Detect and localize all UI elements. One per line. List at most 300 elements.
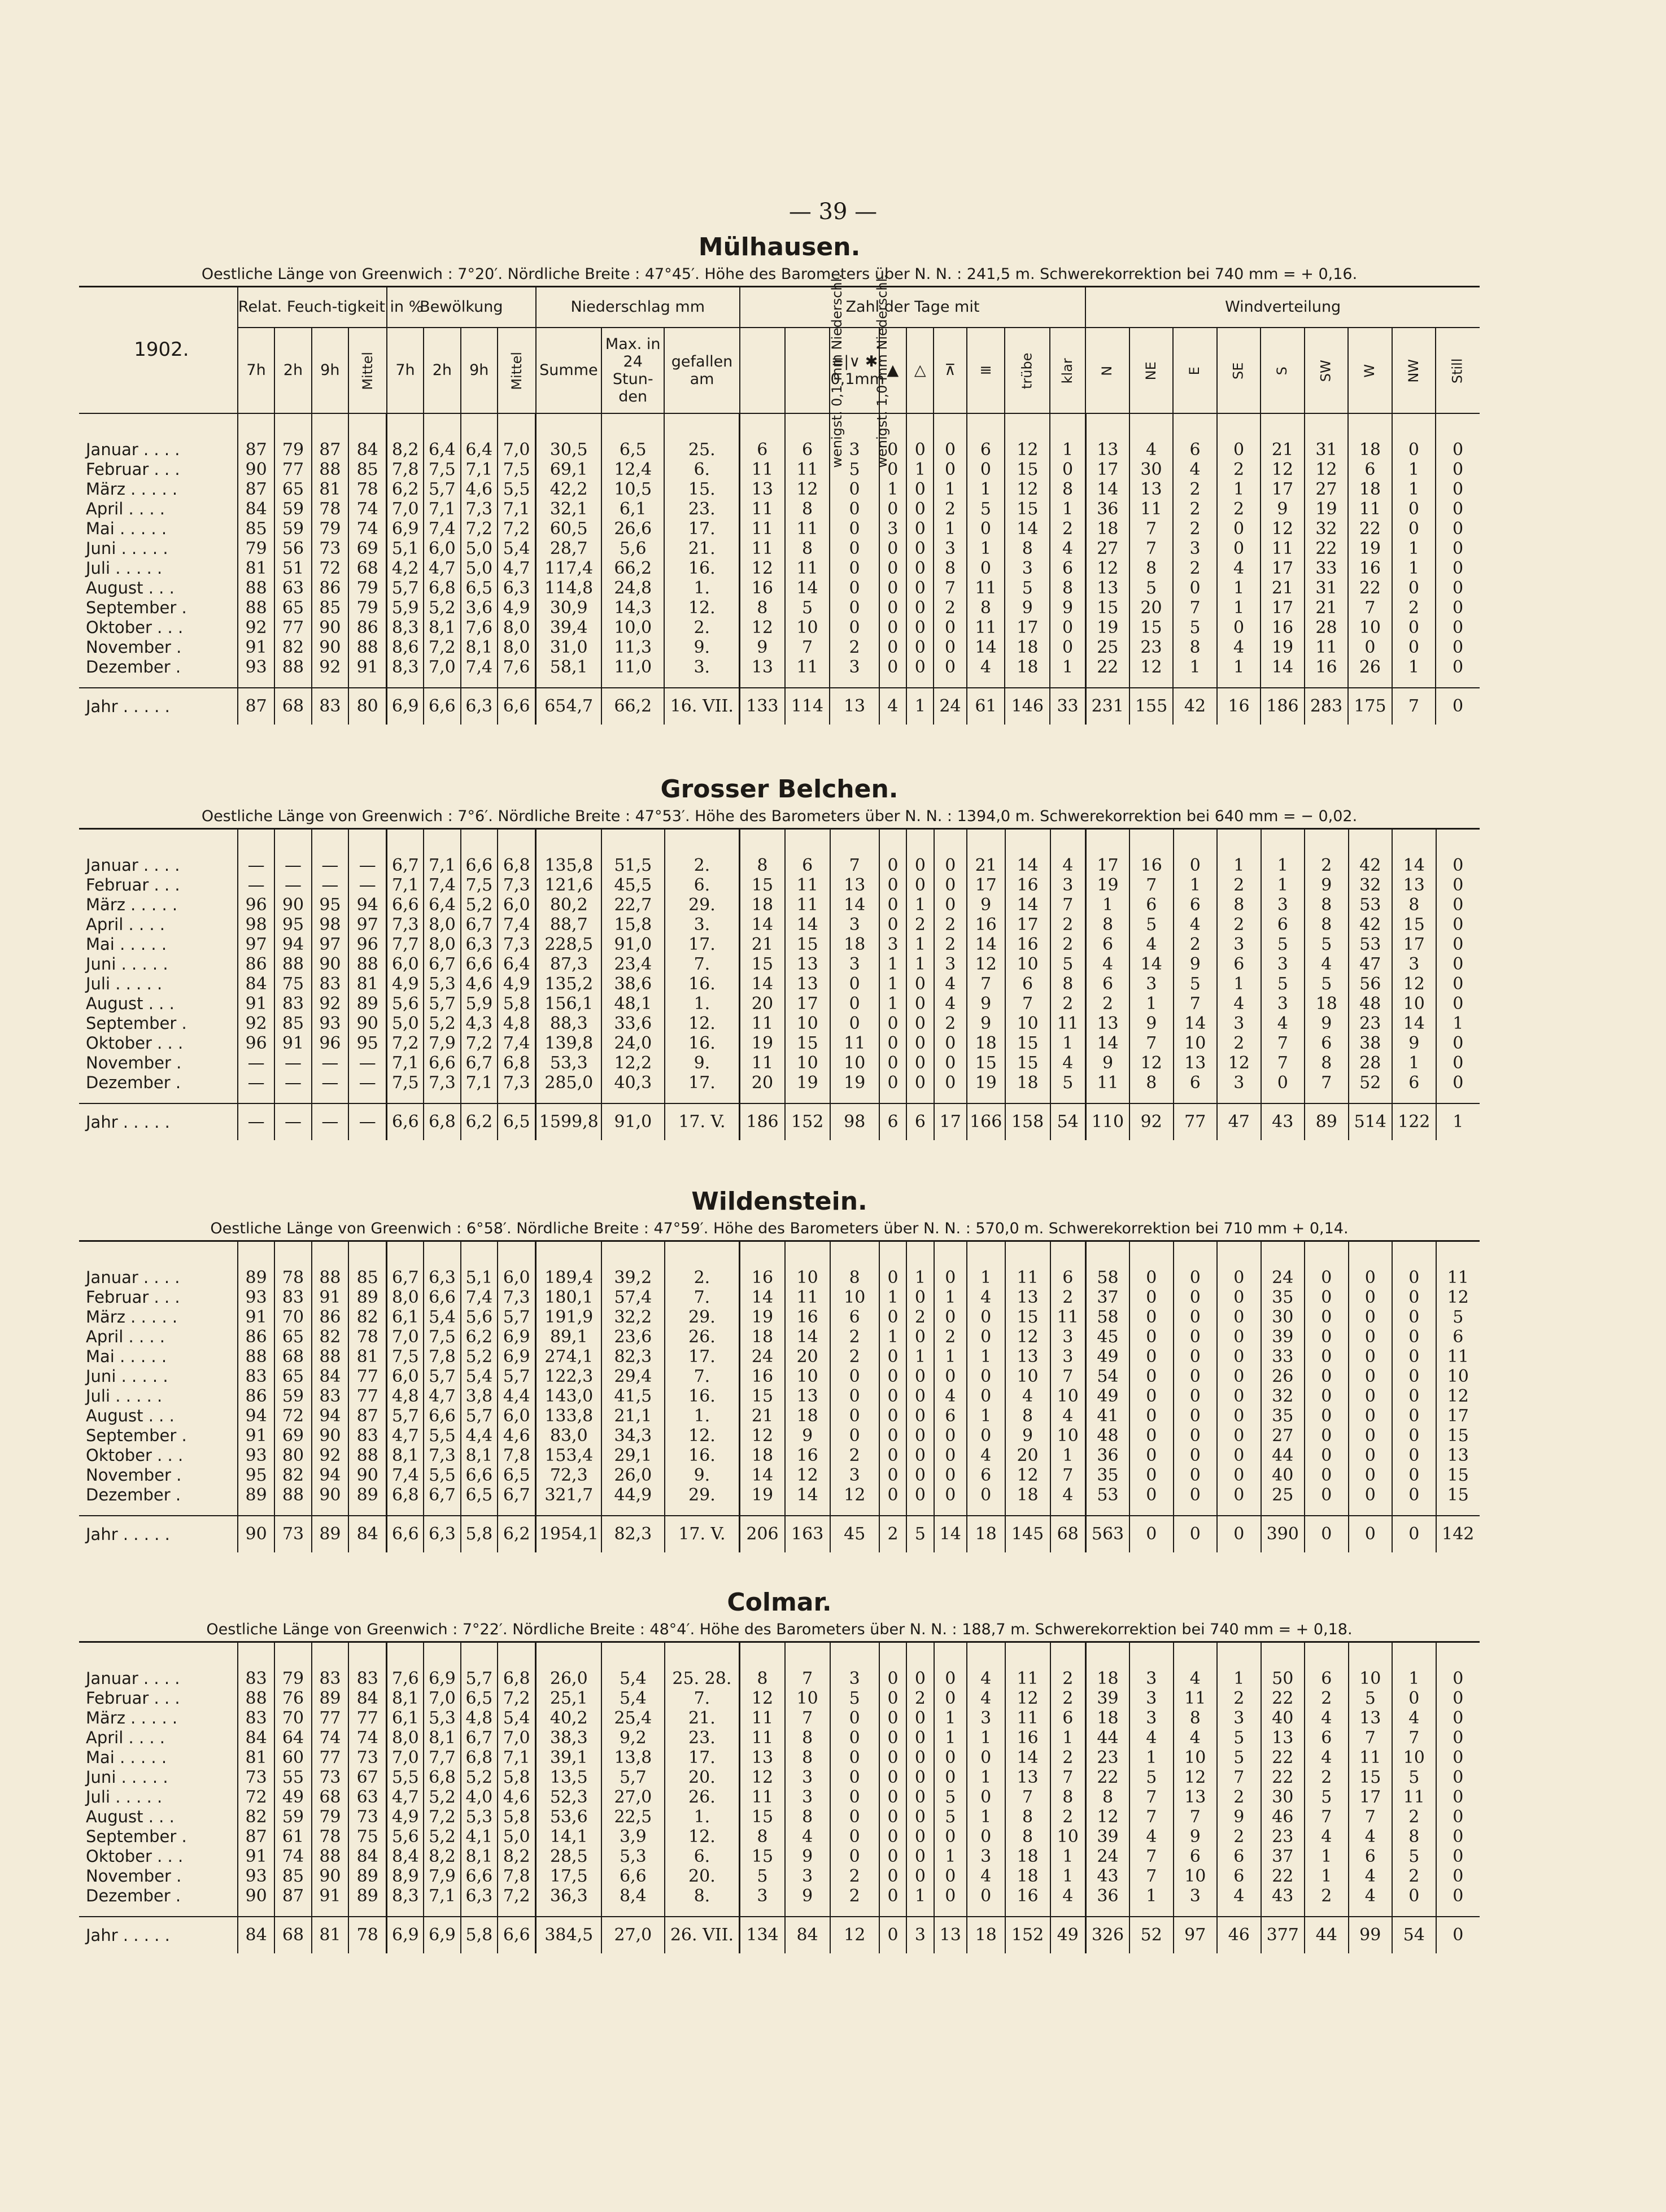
cell: 11 <box>967 618 1005 638</box>
cell: 12 <box>1217 1053 1261 1073</box>
cell: 0 <box>934 1485 967 1516</box>
month-label: September . <box>86 598 187 617</box>
cell: 2 <box>1050 994 1086 1014</box>
cell: 2 <box>1392 1807 1436 1827</box>
cell: 1 <box>906 460 934 479</box>
month-label: September . <box>86 1827 187 1846</box>
cell: 15 <box>740 875 785 895</box>
cell: 89 <box>348 1886 387 1917</box>
cell: 0 <box>830 519 879 539</box>
cell: 30 <box>1129 460 1173 479</box>
cell: 3,6 <box>461 598 498 618</box>
cell: 6,5 <box>601 413 664 460</box>
cell: 0 <box>906 1465 934 1485</box>
table-row <box>79 1748 1480 1768</box>
wind-distribution-header: Windverteilung <box>1085 287 1480 328</box>
cell: 0 <box>830 578 879 598</box>
cell: 0 <box>1305 1465 1349 1485</box>
cell: 8,4 <box>601 1886 664 1917</box>
cell: 0 <box>1436 1866 1480 1886</box>
cell: 5 <box>1217 1748 1261 1768</box>
cell: 4 <box>1349 1866 1393 1886</box>
cell: 0 <box>906 1426 934 1446</box>
cell: 7,2 <box>424 638 460 657</box>
cell: 12 <box>1436 1288 1480 1307</box>
cell: 6,8 <box>424 578 460 598</box>
cell: 0 <box>1436 1708 1480 1728</box>
cell: 1 <box>967 1347 1005 1367</box>
cell: 65 <box>274 479 311 499</box>
cell: 5,5 <box>387 1768 424 1787</box>
cell: 7,3 <box>461 499 498 519</box>
month-label: Juli . . . . . <box>86 559 163 578</box>
cell: 22 <box>1348 578 1392 598</box>
cell: 68 <box>274 1917 311 1953</box>
cell: 7 <box>1305 1073 1349 1103</box>
cell: 3 <box>1174 1886 1218 1917</box>
cell: 81 <box>238 559 274 578</box>
cell: 82,3 <box>601 1516 664 1552</box>
cell: 6,9 <box>498 1327 536 1347</box>
cell: 11 <box>740 1787 785 1807</box>
cell: 14 <box>1005 519 1050 539</box>
cell: 90 <box>312 954 348 974</box>
cell: 25,4 <box>601 1708 664 1728</box>
cell: 5,4 <box>498 1708 536 1728</box>
cell: 0 <box>1349 1465 1393 1485</box>
cell: 91 <box>238 1426 274 1446</box>
cell: 0 <box>879 1307 906 1327</box>
cell: 0 <box>906 1014 934 1033</box>
cell: 0 <box>934 1033 967 1053</box>
cell: 5,7 <box>424 1367 460 1386</box>
cell: 47 <box>1349 954 1393 974</box>
cell: 0 <box>1174 1465 1218 1485</box>
cell: 89 <box>1305 1103 1349 1140</box>
cell: 5 <box>1050 954 1086 974</box>
cell: 7,4 <box>424 875 460 895</box>
wind-dir-still: Still <box>1436 328 1480 413</box>
cell: 0 <box>1392 1465 1436 1485</box>
cell: 0 <box>934 618 966 638</box>
cell: 4 <box>1217 559 1261 578</box>
cell: 0 <box>967 1367 1005 1386</box>
cell: 53 <box>1349 935 1393 954</box>
cell: — <box>238 1053 274 1073</box>
cell: 38,3 <box>536 1728 601 1748</box>
cell: 6,0 <box>387 1367 424 1386</box>
cell: 0 <box>1349 1406 1393 1426</box>
cell: 84 <box>348 1689 387 1708</box>
cell: 1. <box>665 1406 740 1426</box>
station-block <box>79 1186 1480 1552</box>
cell: 5 <box>1392 1847 1436 1866</box>
cell: 6 <box>1392 1073 1436 1103</box>
cell: 0 <box>1436 539 1480 559</box>
cell: 6,4 <box>498 954 536 974</box>
cell: 11 <box>740 499 785 519</box>
cell: 110 <box>1086 1103 1130 1140</box>
cell: 10 <box>785 1014 830 1033</box>
cell: 283 <box>1305 688 1348 725</box>
cell: — <box>274 875 311 895</box>
cell: 79 <box>312 1807 348 1827</box>
cell: 0 <box>1436 1689 1480 1708</box>
cell: 5,6 <box>601 539 664 559</box>
cell: 82 <box>274 638 311 657</box>
cell: 91,0 <box>601 1103 664 1140</box>
cell: 19 <box>785 1073 830 1103</box>
cell: 0 <box>1349 1288 1393 1307</box>
table-row <box>79 578 1480 598</box>
cell: 122,3 <box>536 1367 601 1386</box>
cell: 90 <box>238 1516 274 1552</box>
cell: 5 <box>1174 974 1218 994</box>
cell: 0 <box>967 1386 1005 1406</box>
cell: 5,2 <box>424 598 460 618</box>
cell: 7,2 <box>498 519 536 539</box>
cell: 0 <box>1129 1426 1174 1446</box>
cell: 20 <box>785 1347 830 1367</box>
cell: 2 <box>1173 479 1216 499</box>
cell: 0 <box>1436 688 1480 725</box>
cell: 0 <box>1305 1367 1349 1386</box>
cell: 0 <box>1349 1367 1393 1386</box>
cell: 19 <box>1261 638 1304 657</box>
cell: 17 <box>1005 915 1050 935</box>
month-label: Januar . . . . <box>86 1268 180 1287</box>
cell: 6,6 <box>387 1516 424 1552</box>
cell: 98 <box>830 1103 879 1140</box>
cell: 9 <box>1129 1014 1174 1033</box>
cell: 5,0 <box>461 559 498 578</box>
cell: 4 <box>1173 460 1216 479</box>
cell: 4,7 <box>424 559 460 578</box>
cell: 90 <box>312 1485 348 1516</box>
cell: 0 <box>1129 1288 1174 1307</box>
cell: 0 <box>934 1748 967 1768</box>
cell: 17 <box>1349 1787 1393 1807</box>
cell: 27 <box>1305 479 1348 499</box>
cell: 5,1 <box>461 1242 498 1288</box>
cell: 1 <box>906 688 934 725</box>
cell: 14 <box>785 915 830 935</box>
weather-table <box>79 830 1480 1140</box>
cell: 13 <box>1349 1708 1393 1728</box>
cell: 9 <box>1174 954 1218 974</box>
table-row <box>79 1866 1480 1886</box>
cell: 7. <box>665 1367 740 1386</box>
cell: 44 <box>1305 1917 1349 1953</box>
cell: 82 <box>238 1807 274 1827</box>
cell: 2 <box>1173 519 1216 539</box>
cell: 7,3 <box>498 1288 536 1307</box>
table-row <box>79 1485 1480 1516</box>
cell: 6,6 <box>424 1053 460 1073</box>
cell: 31 <box>1305 413 1348 460</box>
cell: 7,8 <box>498 1446 536 1465</box>
cell: 17. <box>664 519 739 539</box>
cell: 8 <box>967 598 1005 618</box>
cell: 4 <box>1129 935 1174 954</box>
cell: 6,7 <box>387 830 424 875</box>
cell: 22 <box>1348 519 1392 539</box>
cell: 20 <box>1129 598 1173 618</box>
cell: 27,0 <box>601 1917 664 1953</box>
cell: 0 <box>934 1367 967 1386</box>
cell: 3 <box>1261 895 1305 915</box>
cell: 14,3 <box>601 598 664 618</box>
cell: 48 <box>1086 1426 1130 1446</box>
table-row <box>79 519 1480 539</box>
cell: 0 <box>1174 1367 1218 1386</box>
cell: 5,7 <box>387 578 424 598</box>
cell: 87 <box>238 1827 274 1847</box>
cell: 6,7 <box>461 1728 498 1748</box>
cell: 89,1 <box>536 1327 601 1347</box>
cell: 0 <box>830 499 879 519</box>
cell: 94 <box>312 1406 348 1426</box>
cell: 231 <box>1085 688 1129 725</box>
cell: 80 <box>348 688 387 725</box>
cell: 22 <box>1086 1768 1130 1787</box>
table-row <box>79 1689 1480 1708</box>
cell: 8 <box>1173 638 1216 657</box>
cell: 63 <box>274 578 311 598</box>
cell: 23 <box>1086 1748 1130 1768</box>
cell: 90 <box>348 1014 387 1033</box>
cell: 10 <box>1050 1386 1086 1406</box>
cell: 60,5 <box>536 519 601 539</box>
cell: 42 <box>1173 688 1216 725</box>
cell: 3 <box>1050 1347 1086 1367</box>
cell: 18 <box>967 1033 1005 1053</box>
cell: 0 <box>1050 618 1085 638</box>
cell: 0 <box>1349 1426 1393 1446</box>
cell: 0 <box>934 413 966 460</box>
cell: 0 <box>1436 994 1480 1014</box>
cell: 0 <box>906 994 934 1014</box>
cell: 67 <box>348 1768 387 1787</box>
cell: 0 <box>830 1807 879 1827</box>
cell: 12 <box>1392 974 1436 994</box>
cell: 155 <box>1129 688 1173 725</box>
cell: 0 <box>879 1426 906 1446</box>
cell: 122 <box>1392 1103 1436 1140</box>
cell: 42 <box>1349 915 1393 935</box>
cell: 18 <box>740 1446 785 1465</box>
cell: 166 <box>967 1103 1005 1140</box>
cell: 83,0 <box>536 1426 601 1446</box>
cell: 2 <box>1217 915 1261 935</box>
cell: 8,1 <box>461 1446 498 1465</box>
cell: 73 <box>274 1516 311 1552</box>
cell: 8 <box>740 1643 785 1689</box>
cell: 91 <box>348 657 387 688</box>
cell: 4 <box>1174 1728 1218 1748</box>
cell: 11,0 <box>601 657 664 688</box>
cell: 24,0 <box>601 1033 664 1053</box>
cell: 5,8 <box>461 1917 498 1953</box>
cell: 5 <box>1173 618 1216 638</box>
cell: 0 <box>1217 1446 1261 1465</box>
cell: 21 <box>740 935 785 954</box>
cell: 30 <box>1261 1307 1305 1327</box>
cell: 7,3 <box>387 915 424 935</box>
month-label: März . . . . . <box>86 895 178 914</box>
cell: 72 <box>312 559 348 578</box>
cell: 83 <box>238 1708 274 1728</box>
cell: 18 <box>740 895 785 915</box>
station-title: Wildenstein. <box>691 1187 867 1216</box>
cell: 21 <box>1261 413 1304 460</box>
cell: 8 <box>1005 539 1050 559</box>
cell: 2 <box>1050 1689 1086 1708</box>
cell: 18 <box>1305 994 1349 1014</box>
cell: 8,2 <box>387 413 424 460</box>
hail-icon: ▲ <box>879 328 906 413</box>
cell: 9 <box>1050 598 1085 618</box>
cell: 4 <box>1086 954 1130 974</box>
cell: 0 <box>879 1748 906 1768</box>
cell: 41 <box>1086 1406 1130 1426</box>
cell: 1 <box>1050 1033 1086 1053</box>
cell: 4,4 <box>461 1426 498 1446</box>
cell: 5 <box>1392 1768 1436 1787</box>
cell: 0 <box>1305 1288 1349 1307</box>
cell: 97 <box>312 935 348 954</box>
cell: 92 <box>312 1446 348 1465</box>
cell: 0 <box>1174 1386 1218 1406</box>
cell: 59 <box>274 499 311 519</box>
month-label: Januar . . . . <box>86 856 180 875</box>
cell: 72,3 <box>536 1465 601 1485</box>
cell: 2 <box>830 638 879 657</box>
cell: 0 <box>1392 1886 1436 1917</box>
cell: 0 <box>906 539 934 559</box>
cell: 0 <box>934 875 967 895</box>
cell: 8,0 <box>424 935 460 954</box>
cell: 27,0 <box>601 1787 664 1807</box>
cell: 3 <box>1129 1689 1174 1708</box>
cell: 0 <box>1436 1807 1480 1827</box>
cell: 8,6 <box>387 638 424 657</box>
cell: 18 <box>1005 638 1050 657</box>
cell: 0 <box>1050 638 1085 657</box>
cell: 3. <box>665 915 740 935</box>
cell: 0 <box>879 1708 906 1728</box>
cell: 19 <box>740 1033 785 1053</box>
cell: 28,5 <box>536 1847 601 1866</box>
cell: 12 <box>1005 479 1050 499</box>
cell: 5,8 <box>498 1807 536 1827</box>
cell: 0 <box>1392 578 1436 598</box>
cell: 1 <box>967 1768 1005 1787</box>
cell: 93 <box>238 1446 274 1465</box>
cell: 0 <box>906 559 934 578</box>
cell: 4,6 <box>498 1426 536 1446</box>
cell: 40,3 <box>601 1073 664 1103</box>
table-row <box>79 1367 1480 1386</box>
cell: 0 <box>1217 1386 1261 1406</box>
station-title: Mülhausen. <box>698 233 861 261</box>
cell: 4,6 <box>461 479 498 499</box>
cell: 14 <box>785 1485 830 1516</box>
cell: 16 <box>785 1446 830 1465</box>
cell: 0 <box>1392 1327 1436 1347</box>
cell: 0 <box>879 559 906 578</box>
cell: 0 <box>906 1643 934 1689</box>
cell: 2 <box>1050 935 1086 954</box>
cell: 56 <box>1349 974 1393 994</box>
cell: 8 <box>740 830 785 875</box>
cell: 11 <box>740 1708 785 1728</box>
cell: 4,8 <box>387 1386 424 1406</box>
month-label: August . . . <box>86 1807 175 1826</box>
cell: 6,6 <box>461 1866 498 1886</box>
cell: 1 <box>1050 413 1085 460</box>
cell: 66,2 <box>601 559 664 578</box>
cell: 6,8 <box>498 1053 536 1073</box>
cell: 12 <box>1005 413 1050 460</box>
cell: 96 <box>238 1033 274 1053</box>
cell: 0 <box>1174 1406 1218 1426</box>
cell: 0 <box>1129 1307 1174 1327</box>
cell: 6 <box>879 1103 906 1140</box>
cell: 152 <box>1005 1917 1050 1953</box>
cell: 7,6 <box>387 1643 424 1689</box>
cell: 14 <box>1392 830 1436 875</box>
cell: 0 <box>1349 1516 1393 1552</box>
cell: 2 <box>1305 1886 1349 1917</box>
cell: 135,8 <box>536 830 601 875</box>
cell: 17,5 <box>536 1866 601 1886</box>
cell: 18 <box>1005 1866 1050 1886</box>
cell: 6,6 <box>461 830 498 875</box>
cell: 6,5 <box>461 1485 498 1516</box>
cell: 175 <box>1348 688 1392 725</box>
table-row <box>79 559 1480 578</box>
month-label: Mai . . . . . <box>86 1748 167 1767</box>
wind-dir-nw: NW <box>1392 328 1436 413</box>
cell: 6. <box>665 875 740 895</box>
cell: 3 <box>1217 1708 1261 1728</box>
cell: 2 <box>1050 1807 1086 1827</box>
cell: 1 <box>1217 974 1261 994</box>
cell: 8 <box>740 1827 785 1847</box>
cell: 0 <box>1392 1446 1436 1465</box>
cell: 97 <box>1174 1917 1218 1953</box>
table-row <box>79 1708 1480 1728</box>
cell: 74 <box>312 1728 348 1748</box>
cell: 13 <box>1085 578 1129 598</box>
cell: 1 <box>1086 895 1130 915</box>
cell: 0 <box>879 1917 906 1953</box>
month-label: September . <box>86 1014 187 1033</box>
cell: 34,3 <box>601 1426 664 1446</box>
cell: 2. <box>665 830 740 875</box>
days-count-header: Zahl der Tage mit <box>740 287 1086 328</box>
cell: — <box>274 1053 311 1073</box>
station-block <box>79 1587 1480 1953</box>
cell: 11 <box>1050 1014 1086 1033</box>
cell: 11 <box>1349 1748 1393 1768</box>
cell: 0 <box>967 1827 1005 1847</box>
cell: 0 <box>967 519 1005 539</box>
cell: 19 <box>1085 618 1129 638</box>
cell: 3 <box>1217 1014 1261 1033</box>
cell: 1 <box>1050 1847 1086 1866</box>
